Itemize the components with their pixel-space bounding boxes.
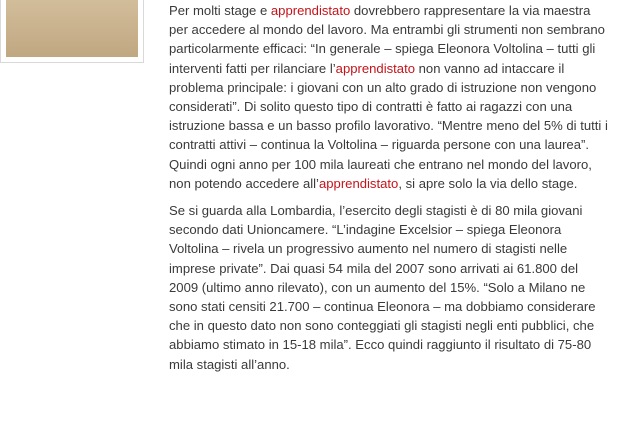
article-thumbnail-image [6,0,138,57]
paragraph-text: non vanno ad intaccare il problema principale: i giovani con un alto grado di istruzione non vengono considerati”. Di solito questo tipo di contratti è fatto ai ragazzi con una istruzione bassa e un basso profilo lavorativo. “Mentre meno del 5% di tutti i contratti attivi – continua la Voltolina – riguarda persone con una laurea”. Quindi ogni anno per 100 mila laureati che entrano nel mondo del lavoro, non potendo accedere all’ [169,60,608,191]
article-body [169,1,609,382]
apprendistato-link[interactable]: apprendistato [318,175,399,191]
apprendistato-link[interactable]: apprendistato [335,60,416,76]
paragraph-text: Se si guarda alla Lombardia, l’esercito degli stagisti è di 80 mila giovani secondo dati Unioncamere. “L’indagine Excelsior – spiega Eleonora Voltolina – rivela un progressivo aumento nel numero di stagisti nelle imprese private”. Dai quasi 54 mila del 2007 sono arrivati ai 61.800 del 2009 (ultimo anno rilevato), con un aumento del 15%. “Solo a Milano ne sono stati censiti 21.700 – continua Eleonora – ma dobbiamo considerare che in questo dato non sono conteggiati gli stagisti negli enti pubblici, che abbiamo stimato in 15-18 mila”. Ecco quindi raggiunto il risultato di 75-80 mila stagisti all’anno. [169,203,596,372]
article-paragraph-2 [169,201,609,374]
paragraph-text: Per molti stage e [169,3,271,18]
article-paragraph-1 [169,1,609,193]
article-thumbnail-frame [0,0,144,63]
apprendistato-link[interactable]: apprendistato [270,3,351,18]
paragraph-text: dovrebbero rappresentare la via maestra per accedere al mondo del lavoro. Ma entrambi gli strumenti non sembrano particolarmente efficaci: “In generale – spiega Eleonora Voltolina – tutti gli interventi fatti per rilanciare l’ [169,3,605,76]
paragraph-text: , si apre solo la via dello stage. [398,175,578,191]
